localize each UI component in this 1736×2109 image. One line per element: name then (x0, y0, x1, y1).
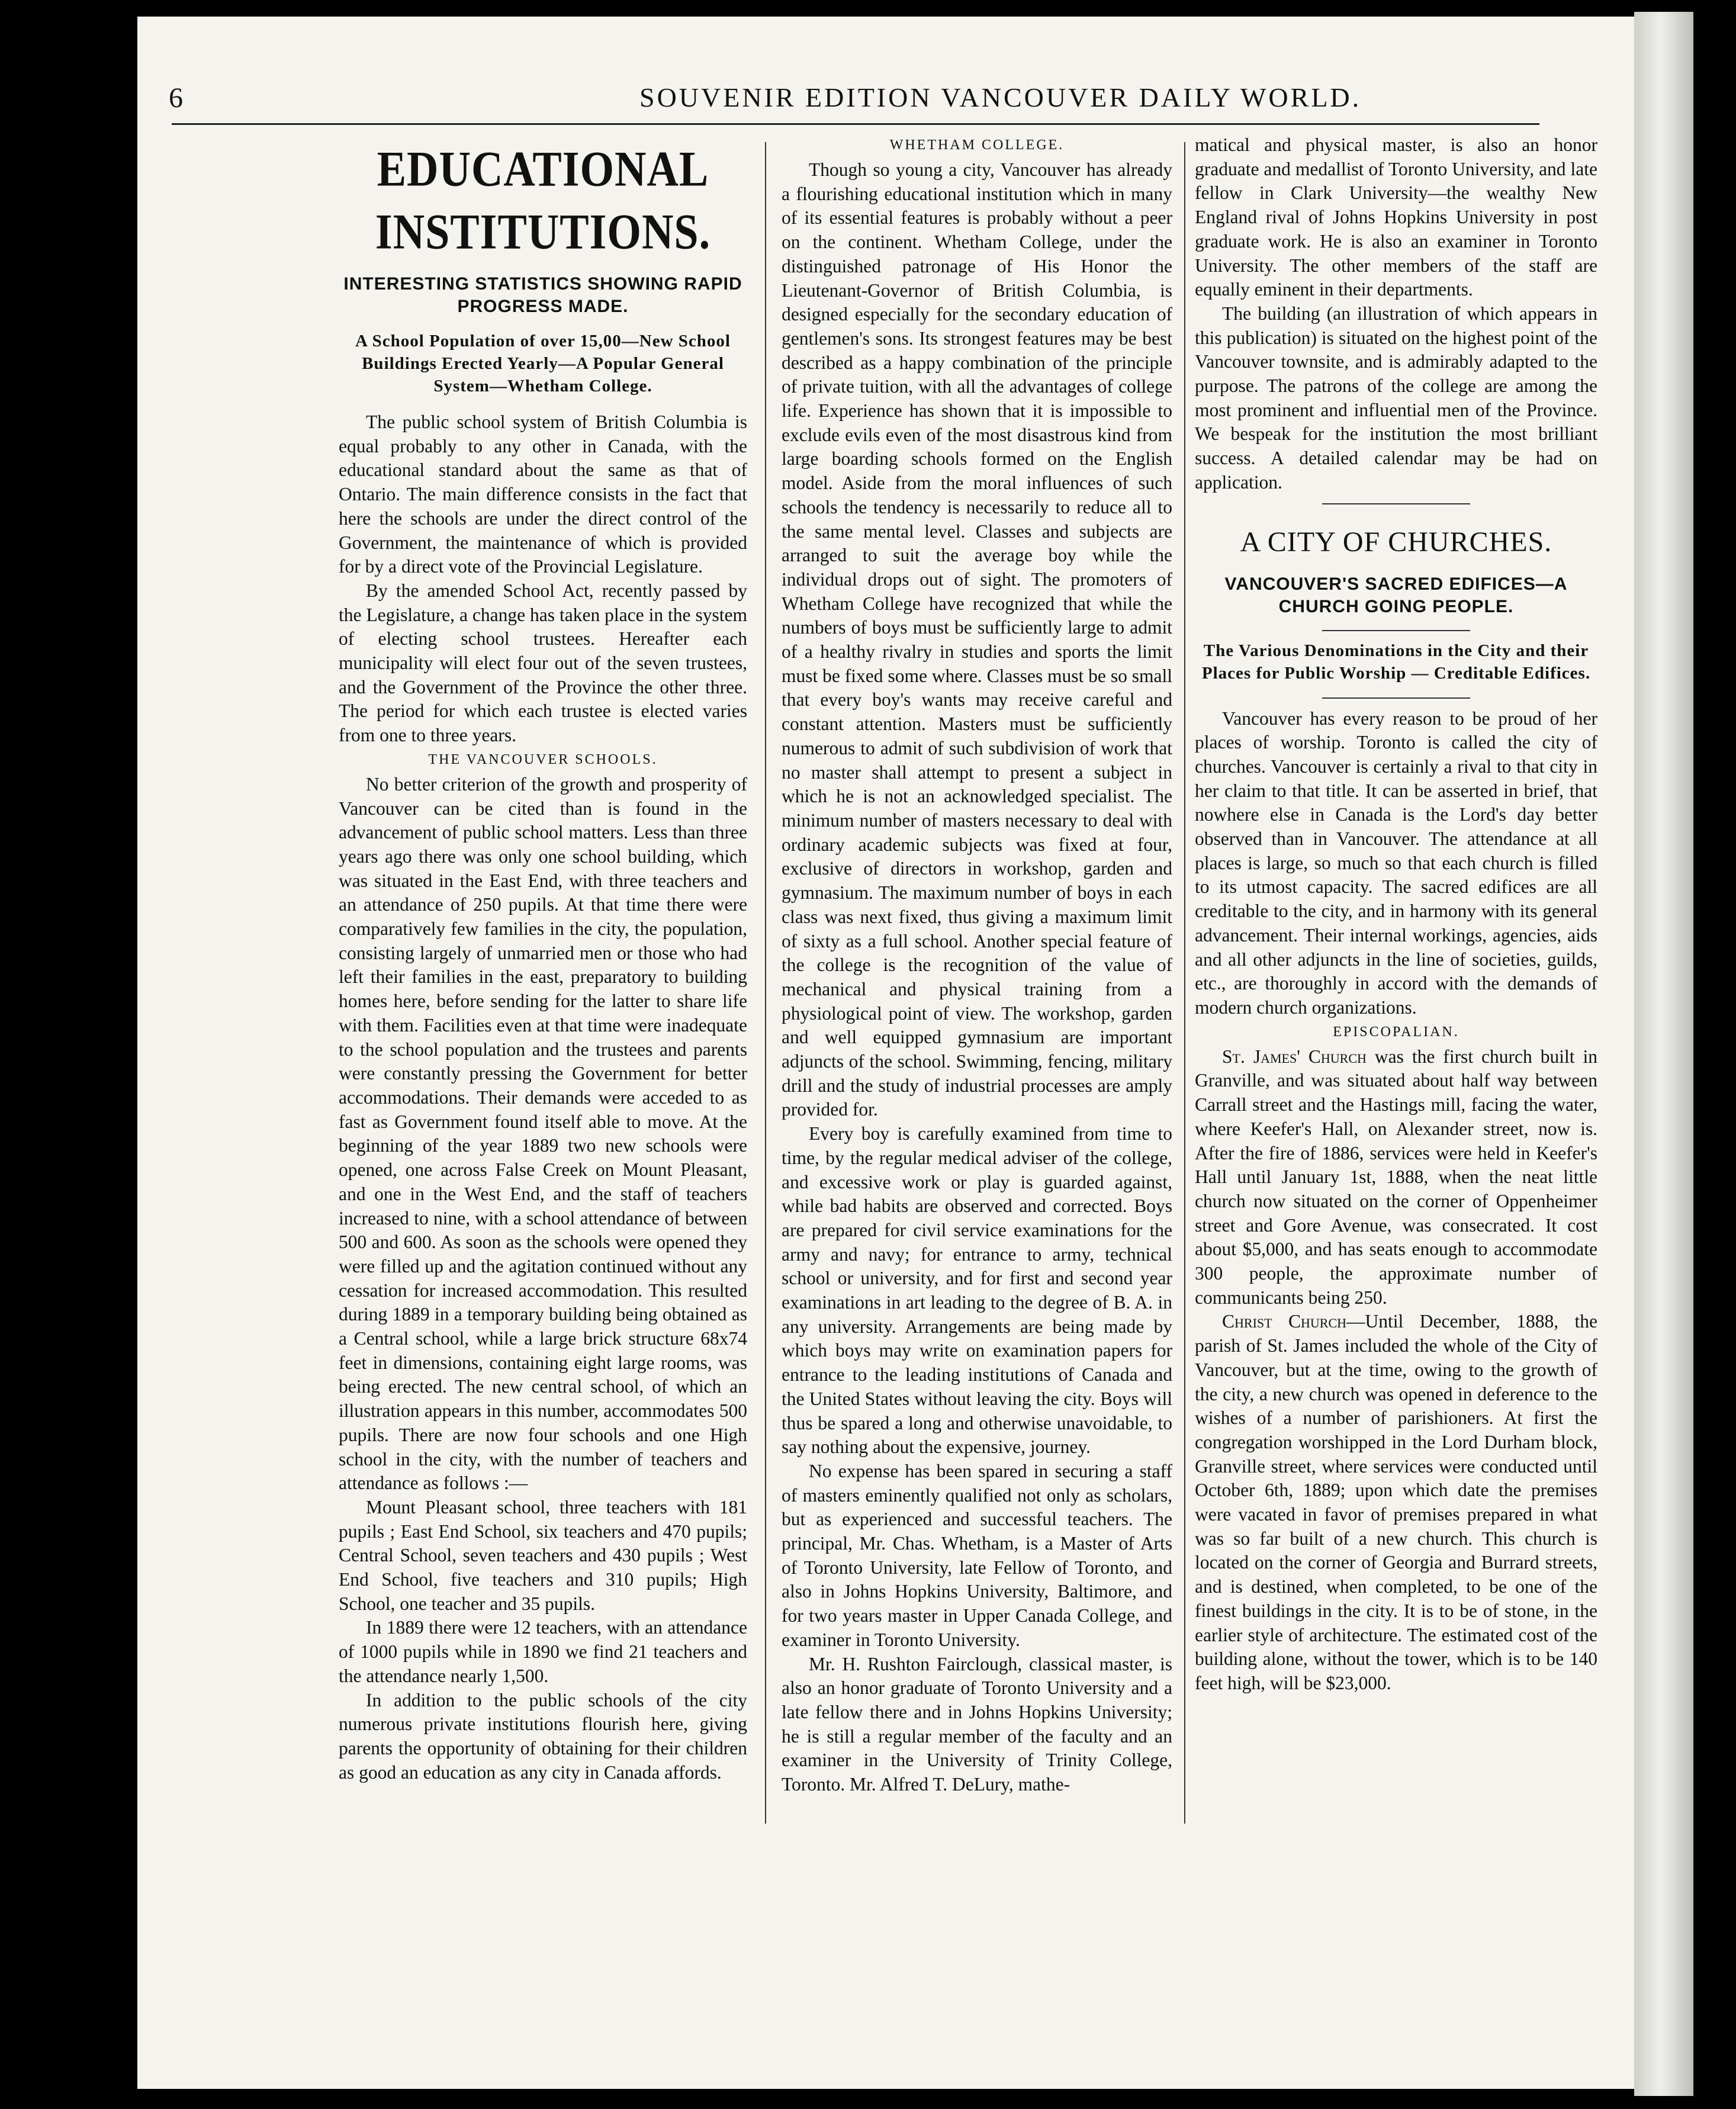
column-rule-2 (1184, 142, 1185, 1824)
column-3 (1195, 133, 1597, 1696)
section-head-whetham-college: WHETHAM COLLEGE. (889, 137, 1065, 153)
paragraph: Mr. H. Rushton Fairclough, classical master, is also an honor graduate of Toronto University and a late fellow there and in Johns Hopkins University; he is still a regular member of the faculty and an examiner in the University of Trinity College, Toronto. Mr. Alfred T. DeLury, mathe- (782, 1653, 1172, 1795)
paragraph: Vancouver has every reason to be proud of her places of worship. Toronto is called the city of churches. Vancouver is certainly a rival to that city in her claim to that title. It can be asserted in brief, that nowhere else in Canada is the Lord's day better observed than in Vancouver. The attendance at all places is large, so much so that each church is filled to its utmost capacity. The sacred edifices are all creditable to the city, and in harmony with its general advancement. Their internal workings, agencies, aids and all other adjuncts in the line of societies, guilds, etc., are thoroughly in accord with the demands of modern church organizations. (1195, 708, 1597, 1018)
adjacent-page-edge (1634, 12, 1693, 2096)
paragraph: By the amended School Act, recently passed by the Legislature, a change has taken place in the system of electing school trustees. Hereafter each municipality will elect four out of the seven trustees, and the Government of the Province the other three. The period for which each trustee is elected varies from one to three years. (339, 580, 747, 746)
short-rule (1322, 503, 1470, 504)
page-header-title: SOUVENIR EDITION VANCOUVER DAILY WORLD. (639, 82, 1362, 112)
paragraph: Mount Pleasant school, three teachers with 181 pupils ; East End School, six teachers and 470 pupils; Central School, seven teachers and 430 pupils ; West End School, five teachers and 310 pupils; High School, one teacher and 35 pupils. (339, 1496, 747, 1614)
headline-educational: EDUCATIONAL INSTITUTIONS. (375, 141, 711, 261)
lead-christ-church: Christ Church (1222, 1311, 1347, 1332)
paragraph-st-james (1195, 1045, 1597, 1310)
lead-st-james: St. James' Church (1222, 1046, 1367, 1067)
header-rule (172, 123, 1539, 125)
deck-churches: The Various Denominations in the City and their Places for Public Worship — Creditable Edifices. (1201, 641, 1591, 683)
subhead-educational: INTERESTING STATISTICS SHOWING RAPID PROGRESS MADE. (343, 274, 742, 316)
paragraph: No better criterion of the growth and prosperity of Vancouver can be cited than is found in the advancement of public school matters. Less than three years ago there was only one school building, which was situated in the East End, with three teachers and an attendance of 250 pupils. At that time there were comparatively few families in the city, the population, consisting largely of unmarried men or those who had left their families in the east, preparatory to building homes here, before sending for the latter to share life with them. Facilities even at that time were inadequate to the school population and the trustees and parents were constantly pressing the Government for better accommodations. Their demands were acceded to as fast as Government found itself able to move. At the beginning of the year 1889 two new schools were opened, one across False Creek on Mount Pleasant, and one in the West End, and the staff of teachers increased to nine, with a school attendance of between 500 and 600. As soon as the schools were opened they were filled up and the agitation continued without any cessation for increased accommodation. This resulted during 1889 in a temporary building being obtained as a Central school, while a large brick structure 68x74 feet in dimensions, containing eight large rooms, was being erected. The new central school, of which an illustration appears in this number, accommodates 500 pupils. There are now four schools and one High school in the city, with the number of teachers and attendance as follows :— (339, 773, 747, 1494)
paragraph: No expense has been spared in securing a staff of masters eminently qualified not only as scholars, but as experienced and successful teachers. The principal, Mr. Chas. Whetham, is a Master of Arts of Toronto University, late Fellow of Toronto, and also in Johns Hopkins University, Baltimore, and for two years master in Upper Canada College, and examiner in Toronto University. (782, 1460, 1172, 1650)
section-head-episcopalian: EPISCOPALIAN. (1333, 1024, 1459, 1040)
paragraph: Every boy is carefully examined from time to time, by the regular medical adviser of the college, and excessive work or play is guarded against, while bad habits are observed and corrected. Boys are prepared for civil service examinations for the army and navy; for entrance to army, technical school or university, and for first and second year examinations in art leading to the degree of B. A. in any university. Arrangements are being made by which boys may write on examination papers for entrance to the leading institutions of Canada and the United States without leaving the city. Boys will thus be spared a long and otherwise unavoidable, to say nothing about the expensive, journey. (782, 1123, 1172, 1458)
paragraph: The building (an illustration of which appears in this publication) is situated on the highest point of the Vancouver townsite, and is admirably adapted to the purpose. The patrons of the college are among the most prominent and influential men of the Province. We bespeak for the institution the most brilliant success. A detailed calendar may be had on application. (1195, 303, 1597, 493)
short-rule (1322, 630, 1470, 631)
column-2 (782, 133, 1172, 1797)
headline-churches: A CITY OF CHURCHES. (1240, 526, 1552, 558)
paragraph-christ-church (1195, 1310, 1597, 1695)
paragraph: Though so young a city, Vancouver has already a flourishing educational institution which in many of its essential features is probably without a peer on the continent. Whetham College, under the distinguished patronage of His Honor the Lieutenant-Governor of British Columbia, is designed especially for the secondary education of gentlemen's sons. Its strongest features may be best described as a happy combination of the principle of private tuition, with all the advantages of college life. Experience has shown that it is impossible to exclude evils even of the most disastrous kind from large boarding schools formed on the English model. Aside from the moral influences of such schools the tendency is necessarily to reduce all to the same mental level. Classes and subjects are arranged to suit the average boy while the individual drops out of sight. The promoters of Whetham College have recognized that while the numbers of boys must be sufficiently large to admit of a healthy rivalry in studies and sports the limit must be fixed some where. Classes must be so small that every boy's wants may receive careful and constant attention. Masters must be sufficiently numerous to admit of such subdivision of work that no master shall attempt to present a subject in which he is not an acknowledged specialist. The minimum number of masters necessary to deal with ordinary academic subjects was fixed at four, exclusive of directors in workshop, garden and gymnasium. The maximum number of boys in each class was next fixed, thus giving a maximum limit of sixty as a full school. Another special feature of the college is the recognition of the value of mechanical and physical training from a physiological point of view. The workshop, garden and well equipped gymnasium are important adjuncts of the school. Swimming, fencing, military drill and the study of industrial processes are amply provided for. (782, 159, 1172, 1120)
short-rule (1322, 697, 1470, 699)
paragraph: In 1889 there were 12 teachers, with an attendance of 1000 pupils while in 1890 we find 21 teachers and the attendance nearly 1,500. (339, 1617, 747, 1686)
paragraph: The public school system of British Columbia is equal probably to any other in Canada, with the educational standard about the same as that of Ontario. The main difference consists in the fact that here the schools are under the direct control of the Government, the maintenance of which is provided for by a direct vote of the Provincial Legislature. (339, 411, 747, 577)
paragraph: In addition to the public schools of the city numerous private institutions flourish here, giving parents the opportunity of obtaining for their children as good an education as any city in Canada affords. (339, 1689, 747, 1783)
column-rule-1 (765, 142, 766, 1824)
paragraph-body: —Until December, 1888, the parish of St. James included the whole of the City of Vancouver, but at the time, owing to the growth of the city, a new church was opened in deference to the wishes of a number of parishioners. At first the congregation worshipped in the Lord Durham block, Granville street, where services were conducted until October 6th, 1889; upon which date the premises were vacated in favor of premises prepared in what was so far built of a new church. This church is located on the corner of Georgia and Burrard streets, and is destined, when completed, to be one of the finest buildings in the city. It is to be of stone, in the earlier style of architecture. The estimated cost of the building alone, without the tower, which is to be 140 feet high, will be $23,000. (1195, 1311, 1598, 1693)
section-head-vancouver-schools: THE VANCOUVER SCHOOLS. (428, 751, 658, 767)
page-number: 6 (169, 82, 183, 114)
column-1 (339, 133, 747, 1785)
paragraph-body: was the first church built in Granville, and was situated about half way between Carrall street and the Hastings mill, facing the water, where Keefer's Hall, on Alexander street, now is. After the fire of 1886, services were held in Keefer's Hall until January 1st, 1888, when the neat little church now situated on the corner of Oppenheimer street and Gore Avenue, was consecrated. It cost about $5,000, and has seats enough to accommodate 300 people, the approximate number of communicants being 250. (1195, 1046, 1597, 1308)
paragraph: matical and physical master, is also an honor graduate and medallist of Toronto University, and late fellow in Clark University—the wealthy New England rival of Johns Hopkins University in post graduate work. He is also an examiner in Toronto University. The other members of the staff are equally eminent in their departments. (1195, 134, 1597, 300)
deck-educational: A School Population of over 15,00—New School Buildings Erected Yearly—A Popular General System—Whetham College. (355, 332, 731, 396)
subhead-churches: VANCOUVER'S SACRED EDIFICES—A CHURCH GOING PEOPLE. (1224, 574, 1568, 616)
